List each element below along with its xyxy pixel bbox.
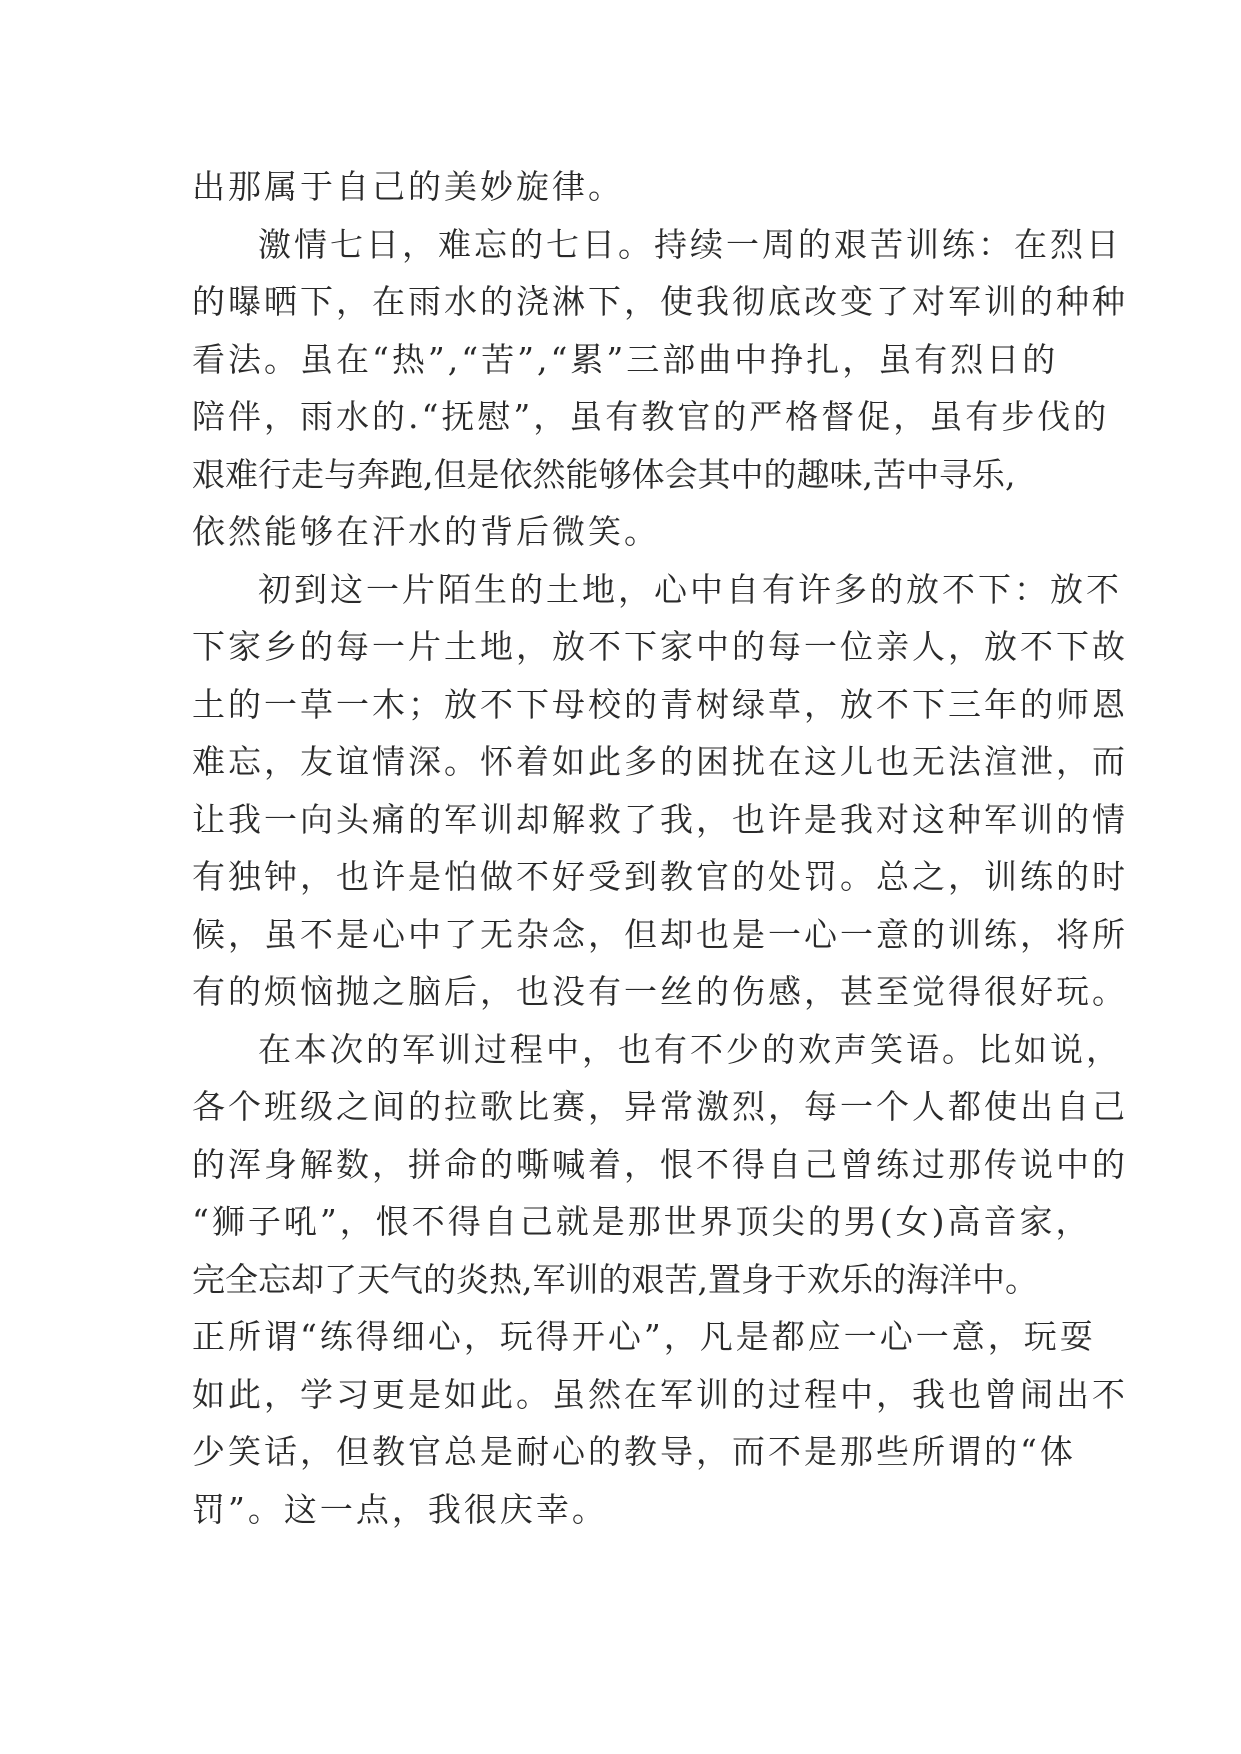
text-line: 激情七日，难忘的七日。持续一周的艰苦训练：在烈日 — [258, 224, 1122, 264]
text-line: 初到这一片陌生的土地，心中自有许多的放不下：放不 — [258, 569, 1122, 609]
text-line: 如此，学习更是如此。虽然在军训的过程中，我也曾闹出不 — [192, 1374, 1128, 1414]
text-line: 有独钟，也许是怕做不好受到教官的处罚。总之，训练的时 — [192, 857, 1128, 896]
essay-body — [192, 158, 1128, 1538]
text-line: 完全忘却了天气的炎热,军训的艰苦,置身于欢乐的海洋中。 — [192, 1259, 1038, 1299]
text-line: 罚”。这一点，我很庆幸。 — [192, 1489, 608, 1529]
text-line: 难忘，友谊情深。怀着如此多的困扰在这儿也无法渲泄，而 — [192, 742, 1128, 781]
text-line: “狮子吼”，恨不得自己就是那世界顶尖的男(女)高音家， — [192, 1202, 1092, 1241]
text-line: 依然能够在汗水的背后微笑。 — [192, 512, 660, 551]
text-line: 正所谓“练得细心，玩得开心”，凡是都应一心一意，玩耍 — [192, 1317, 1096, 1356]
text-line: 少笑话，但教官总是耐心的教导，而不是那些所谓的“体 — [192, 1432, 1076, 1471]
text-line: 有的烦恼抛之脑后，也没有一丝的伤感，甚至觉得很好玩。 — [192, 972, 1128, 1011]
text-line: 在本次的军训过程中，也有不少的欢声笑语。比如说， — [258, 1029, 1122, 1069]
text-line: 下家乡的每一片土地，放不下家中的每一位亲人，放不下故 — [192, 627, 1128, 666]
text-line: 看法。虽在“热”,“苦”,“累”三部曲中挣扎，虽有烈日的 — [192, 339, 1059, 379]
text-line: 陪伴，雨水的.“抚慰”，虽有教官的严格督促，虽有步伐的 — [192, 397, 1110, 436]
text-line: 土的一草一木；放不下母校的青树绿草，放不下三年的师恩 — [192, 684, 1128, 724]
text-line: 候，虽不是心中了无杂念，但却也是一心一意的训练，将所 — [192, 914, 1128, 954]
text-line: 的曝晒下，在雨水的浇淋下，使我彻底改变了对军训的种种 — [192, 282, 1128, 321]
text-line: 让我一向头痛的军训却解救了我，也许是我对这种军训的情 — [192, 799, 1128, 839]
text-line: 各个班级之间的拉歌比赛，异常激烈，每一个人都使出自己 — [192, 1087, 1128, 1126]
text-line: 艰难行走与奔跑,但是依然能够体会其中的趣味,苦中寻乐, — [192, 454, 1016, 494]
text-line: 出那属于自己的美妙旋律。 — [192, 167, 624, 206]
text-line: 的浑身解数，拼命的嘶喊着，恨不得自己曾练过那传说中的 — [192, 1144, 1128, 1184]
